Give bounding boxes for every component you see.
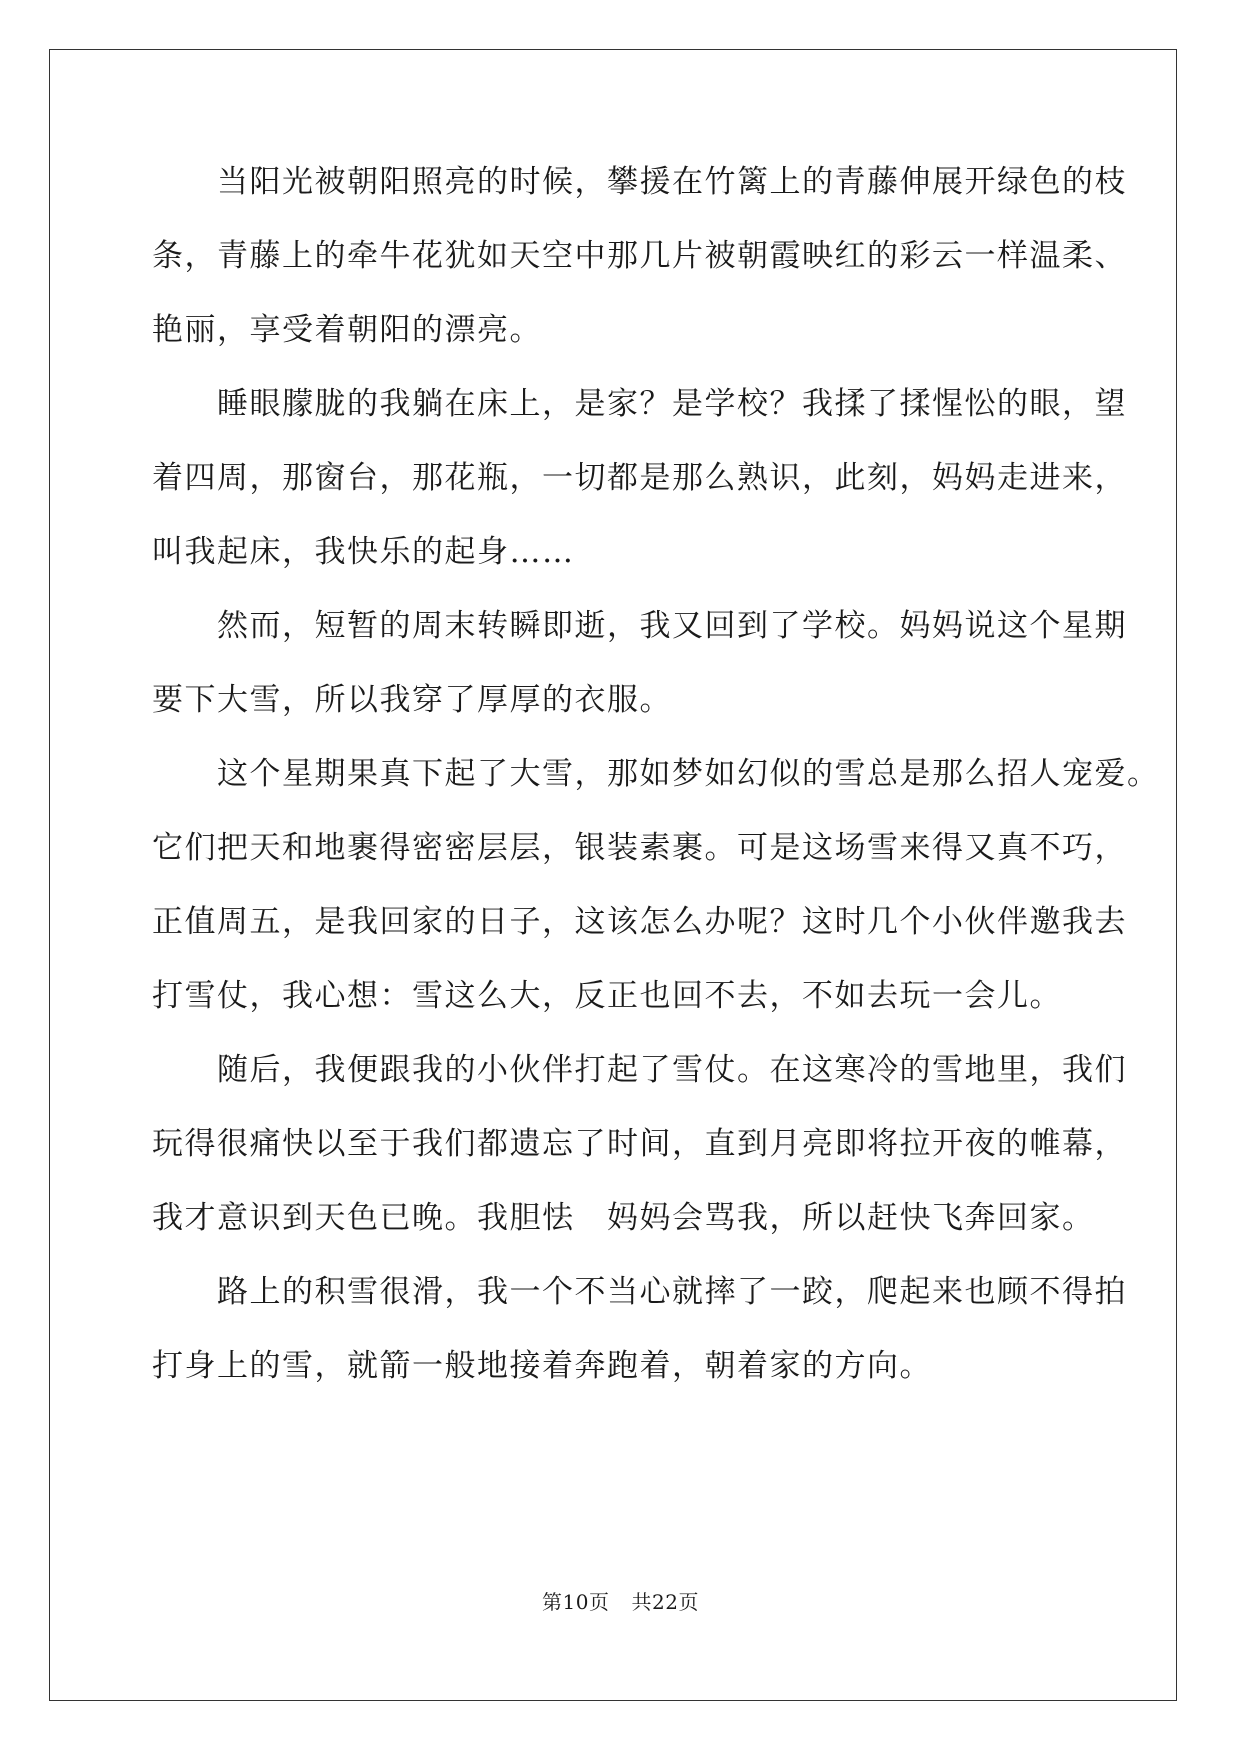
text-line: 条，青藤上的牵牛花犹如天空中那几片被朝霞映红的彩云一样温柔、 [152,238,1127,274]
page-border [49,49,1177,1701]
page-footer [0,1586,1241,1615]
text-line: 随后，我便跟我的小伙伴打起了雪仗。在这寒冷的雪地里，我们 [152,1052,1127,1088]
text-line: 要下大雪，所以我穿了厚厚的衣服。 [152,682,672,718]
text-line: 它们把天和地裹得密密层层，银装素裹。可是这场雪来得又真不巧， [152,830,1127,866]
text-line: 叫我起床，我快乐的起身…… [152,534,575,570]
text-line: 当阳光被朝阳照亮的时候，攀援在竹篱上的青藤伸展开绿色的枝 [152,164,1127,200]
text-line: 正值周五，是我回家的日子，这该怎么办呢？这时几个小伙伴邀我去 [152,904,1127,940]
text-line: 着四周，那窗台，那花瓶，一切都是那么熟识，此刻，妈妈走进来， [152,460,1127,496]
text-line: 打雪仗，我心想：雪这么大，反正也回不去，不如去玩一会儿。 [152,978,1062,1014]
text-line: 然而，短暂的周末转瞬即逝，我又回到了学校。妈妈说这个星期 [152,608,1127,644]
text-line: 睡眼朦胧的我躺在床上，是家？是学校？我揉了揉惺忪的眼，望 [152,386,1127,422]
page-total: 共22页 [631,1590,699,1614]
page-number: 第10页 [542,1590,610,1614]
text-line: 玩得很痛快以至于我们都遗忘了时间，直到月亮即将拉开夜的帷幕， [152,1126,1127,1162]
text-line: 我才意识到天色已晚。我胆怯 妈妈会骂我，所以赶快飞奔回家。 [152,1200,1095,1236]
text-line: 艳丽，享受着朝阳的漂亮。 [152,312,542,348]
text-line: 路上的积雪很滑，我一个不当心就摔了一跤，爬起来也顾不得拍 [152,1274,1127,1310]
text-line: 打身上的雪，就箭一般地接着奔跑着，朝着家的方向。 [152,1348,932,1384]
text-line: 这个星期果真下起了大雪，那如梦如幻似的雪总是那么招人宠爱。 [152,756,1160,792]
